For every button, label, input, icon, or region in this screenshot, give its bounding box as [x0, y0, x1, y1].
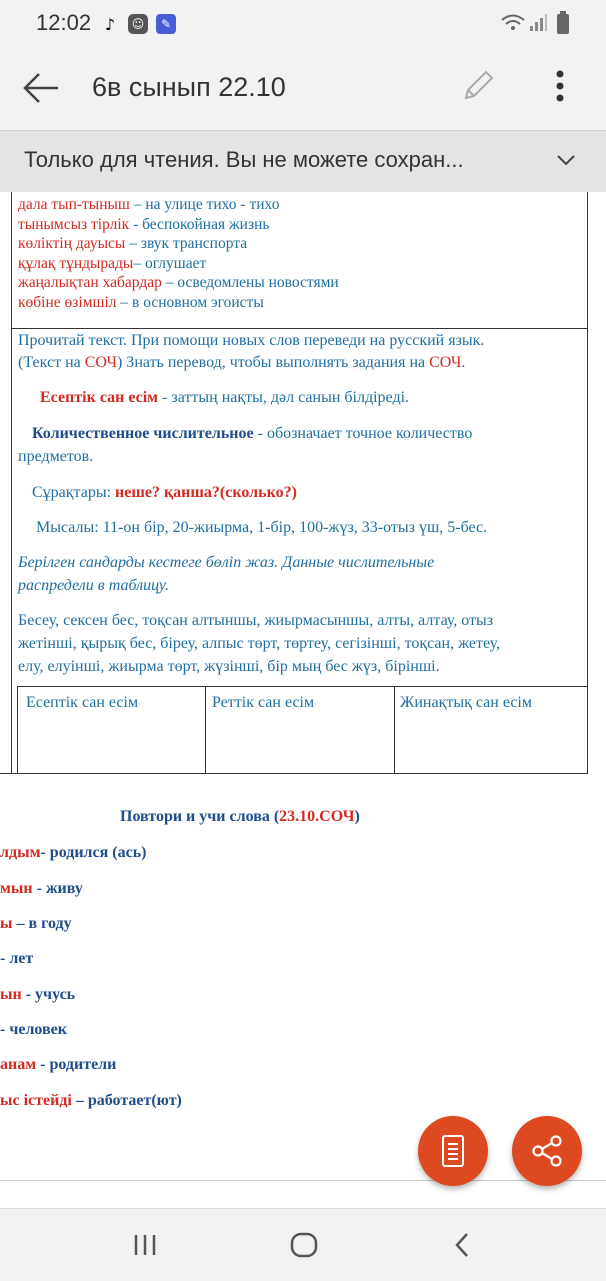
tiktok-icon: ♪ — [104, 14, 116, 34]
table-border-right — [587, 192, 588, 774]
wifi-icon — [500, 12, 526, 32]
distribute-instruction-cont: распредели в таблицу. — [18, 577, 169, 594]
document-title: 6в сынып 22.10 — [92, 72, 286, 102]
inner-table-col1 — [205, 686, 206, 773]
vocab-line-1: дала тып-тыныш – на улице тихо - тихо — [18, 196, 280, 213]
recent-apps-icon[interactable] — [132, 1233, 160, 1257]
inner-table-col0 — [17, 686, 18, 773]
share-icon — [530, 1134, 564, 1168]
page-separator — [0, 1180, 606, 1181]
word-line-6: - человек — [0, 1021, 67, 1038]
nav-back-icon[interactable] — [452, 1231, 472, 1259]
document-icon — [440, 1134, 466, 1168]
table-header-collective: Жинақтық сан есім — [400, 694, 532, 711]
read-only-banner — [0, 130, 606, 193]
table-header-ordinal: Реттік сан есім — [212, 694, 315, 711]
app-notification-icon: ☺ — [128, 14, 148, 34]
inner-table-top — [17, 686, 587, 687]
word-line-1: лдым- родился (ась) — [0, 844, 147, 861]
app-bar — [0, 48, 606, 130]
examples: Мысалы: 11-он бір, 20-жиырма, 1-бір, 100-жүз, 33-отыз үш, 5-бес. — [36, 519, 488, 536]
reading-mode-button[interactable] — [418, 1116, 488, 1186]
numbers-line-3: елу, елуінші, жиырма төрт, жүзінші, бір мың бес жүз, бірінші. — [18, 658, 440, 675]
task-note: (Текст на СОЧ) Знать перевод, чтобы выполнять задания на СОЧ. — [18, 354, 466, 371]
numbers-line-2: жетінші, қырық бес, біреу, алпыс төрт, төртеу, сегізінші, тоқсан, жетеу, — [18, 635, 501, 652]
system-nav-bar — [0, 1208, 606, 1281]
share-button[interactable] — [512, 1116, 582, 1186]
definition-ru-cont: предметов. — [18, 448, 94, 465]
word-line-7: анам - родители — [0, 1056, 117, 1073]
more-vert-icon[interactable] — [552, 68, 568, 108]
definition-kz: Есептік сан есім - заттың нақты, дәл санын білдіреді. — [40, 389, 410, 406]
document-view[interactable] — [0, 192, 606, 1192]
word-line-2: мын - живу — [0, 880, 83, 897]
word-line-4: - лет — [0, 950, 34, 967]
inner-table-col2 — [394, 686, 395, 773]
vocab-line-6: көбіне өзімшіл – в основном эгоисты — [18, 294, 264, 311]
word-line-5: ын - учусь — [0, 986, 76, 1003]
vocab-line-5: жаңалықтан хабардар – осведомлены новостями — [18, 274, 339, 291]
signal-icon — [528, 12, 548, 32]
definition-ru: Количественное числительное - обозначает точное количество — [32, 425, 473, 442]
word-line-8: ыс істейді – работает(ют) — [0, 1092, 182, 1109]
table-divider — [11, 328, 588, 329]
chevron-down-icon[interactable] — [556, 153, 576, 167]
task-instruction: Прочитай текст. При помощи новых слов переведи на русский язык. — [18, 332, 485, 349]
read-only-message: Только для чтения. Вы не можете сохран... — [24, 147, 464, 172]
status-time: 12:02 — [36, 10, 92, 35]
home-icon[interactable] — [289, 1231, 319, 1259]
distribute-instruction: Берілген сандарды кестеге бөліп жаз. Данные числительные — [18, 554, 435, 571]
back-arrow-icon[interactable] — [22, 72, 60, 104]
table-bottom — [0, 773, 588, 774]
cleaner-icon: ✎ — [156, 14, 176, 34]
questions: Сұрақтары: неше? қанша?(сколько?) — [32, 484, 297, 501]
vocab-line-2: тынымсыз тірлік - беспокойная жизнь — [18, 216, 270, 233]
vocab-line-4: құлақ тұндырады– оглушает — [18, 255, 207, 272]
table-border-left — [11, 192, 12, 774]
vocab-line-3: көліктің дауысы – звук транспорта — [18, 235, 248, 252]
table-header-cardinal: Есептік сан есім — [26, 694, 139, 711]
numbers-line-1: Бесеу, сексен бес, тоқсан алтыншы, жиырмасыншы, алты, алтау, отыз — [18, 612, 494, 629]
status-bar — [0, 0, 606, 48]
battery-icon — [556, 11, 570, 35]
repeat-title: Повтори и учи слова (23.10.СОЧ) — [120, 808, 360, 825]
word-line-3: ы – в году — [0, 915, 72, 932]
pencil-icon[interactable] — [460, 68, 496, 104]
